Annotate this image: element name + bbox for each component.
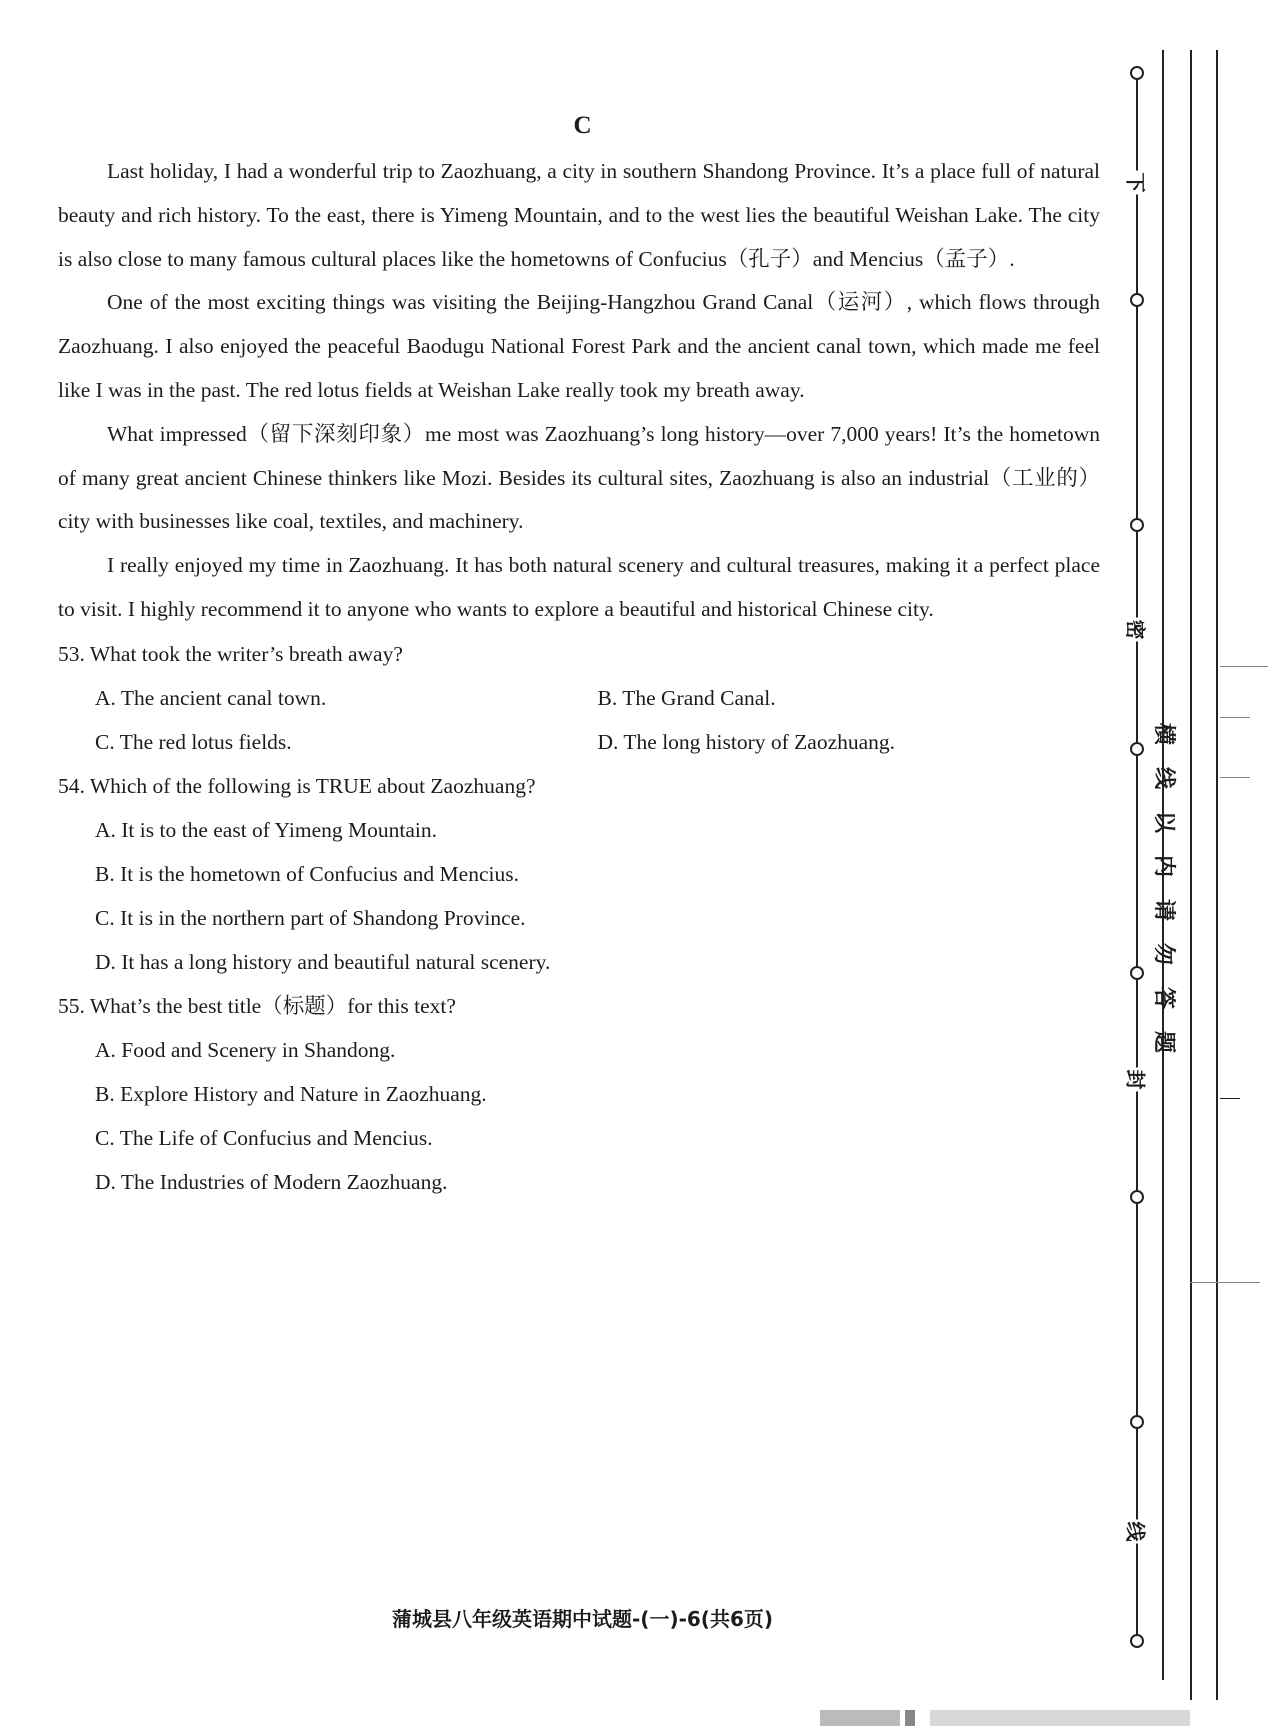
seal-circle <box>1130 66 1144 80</box>
passage-paragraph-2: One of the most exciting things was visiting the Beijing-Hangzhou Grand Canal（运河）, which flows through Zaozhuang. I also enjoyed the peaceful Baodugu National Forest Park and the ancient canal town, which made me feel like I was in the past. The red lotus fields at Weishan Lake really took my breath away. <box>58 290 1100 402</box>
passage-paragraph-3: What impressed（留下深刻印象）me most was Zaozhuang’s long history—over 7,000 years! It’s the hometown of many great ancient Chinese thinkers like Mozi. Besides its cultural sites, Zaozhuang is also an industrial（工业的）city with businesses like coal, textiles, and machinery. <box>58 421 1100 534</box>
outer-rule <box>1190 50 1192 1700</box>
margin-tick <box>1190 1282 1260 1283</box>
option-d: D. The long history of Zaozhuang. <box>597 729 896 754</box>
notice-char: 横 <box>1151 722 1176 745</box>
scan-mark <box>905 1710 915 1726</box>
notice-char: 请 <box>1151 898 1176 921</box>
option-a: A. The ancient canal town. <box>95 685 327 710</box>
seal-circle <box>1130 1190 1144 1204</box>
notice-char: 线 <box>1151 766 1176 789</box>
seal-char-xian: 线 <box>1123 1520 1152 1544</box>
option-d: D. The Industries of Modern Zaozhuang. <box>95 1169 448 1194</box>
question-stem: 53. What took the writer’s breath away? <box>58 641 403 666</box>
notice-char: 以 <box>1151 810 1176 833</box>
seal-circle <box>1130 1634 1144 1648</box>
passage-paragraph-4: I really enjoyed my time in Zaozhuang. It has both natural scenery and cultural treasures, making it a perfect place to visit. I highly recommend it to anyone who wants to explore a beautiful and historical Chinese city. <box>58 553 1100 621</box>
outer-rule-2 <box>1216 50 1218 1700</box>
margin-tick <box>1220 777 1250 778</box>
margin-tick <box>1220 666 1268 667</box>
margin-tick <box>1220 1098 1240 1099</box>
seal-circle <box>1130 1415 1144 1429</box>
option-a: A. Food and Scenery in Shandong. <box>95 1037 396 1062</box>
option-a: A. It is to the east of Yimeng Mountain. <box>95 817 437 842</box>
reading-content <box>58 150 1100 1204</box>
seal-circle <box>1130 518 1144 532</box>
seal-circle <box>1130 293 1144 307</box>
option-c: C. The red lotus fields. <box>95 729 292 754</box>
passage-paragraph-1: Last holiday, I had a wonderful trip to Zaozhuang, a city in southern Shandong Province. It’s a place full of natural beauty and rich history. To the east, there is Yimeng Mountain, and to the west lies the beautiful Weishan Lake. The city is also close to many famous cultural places like the hometowns of Confucius（孔子）and Mencius（孟子）. <box>58 159 1100 271</box>
notice-char: 内 <box>1151 854 1176 877</box>
option-b: B. Explore History and Nature in Zaozhuang. <box>95 1081 487 1106</box>
notice-char: 答 <box>1151 986 1176 1009</box>
seal-char-mi: 密 <box>1123 618 1152 642</box>
seal-char-xia: 下 <box>1123 171 1152 195</box>
notice-char: 勿 <box>1151 942 1176 965</box>
question-55 <box>58 984 1100 1204</box>
question-54 <box>58 764 1100 984</box>
option-d: D. It has a long history and beautiful natural scenery. <box>95 949 551 974</box>
binding-notice <box>1148 712 1178 1064</box>
page-footer: 蒲城县八年级英语期中试题-(一)-6(共6页) <box>392 1607 773 1631</box>
option-b: B. It is the hometown of Confucius and Mencius. <box>95 861 519 886</box>
option-c: C. It is in the northern part of Shandong Province. <box>95 905 526 930</box>
option-b: B. The Grand Canal. <box>597 685 776 710</box>
question-53 <box>58 632 1100 764</box>
margin-tick <box>1220 717 1250 718</box>
question-stem: 55. What’s the best title（标题）for this text? <box>58 993 456 1018</box>
seal-char-feng: 封 <box>1123 1068 1152 1092</box>
notice-char: 题 <box>1151 1030 1176 1053</box>
question-stem: 54. Which of the following is TRUE about Zaozhuang? <box>58 773 536 798</box>
section-heading: C <box>573 112 592 139</box>
scan-mark <box>930 1710 1190 1726</box>
scan-mark <box>820 1710 900 1726</box>
option-c: C. The Life of Confucius and Mencius. <box>95 1125 433 1150</box>
